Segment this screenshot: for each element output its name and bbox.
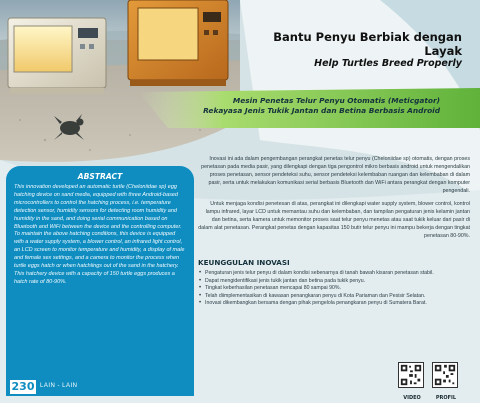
page-title: Bantu Penyu Berbiak dengan Layak [273, 30, 462, 58]
page-number-badge: 230 [11, 380, 35, 393]
advantages-title: KEUNGGULAN INOVASI [198, 258, 290, 267]
abstract-box [6, 166, 194, 396]
intro-section [198, 155, 470, 240]
list-item: • Inovasi dikembangkan bersama dengan pihak pengelola penangkaran penyu di Sumatera Barat. [198, 300, 470, 308]
hero-photo [0, 0, 240, 168]
list-item: • Telah diimplementasikan di kawasan penangkaran penyu di Kota Pariaman dan Pesisir Selatan. [198, 293, 470, 301]
subtitle-line-2: Rekayasa Jenis Tukik Jantan dan Betina Berbasis Android [203, 106, 440, 115]
list-item: • Pengaturan jenis telur penyu di dalam kondisi sebenarnya di tanah bawah kisaran penetasan stabil. [198, 270, 470, 278]
category-label: LAIN - LAIN [40, 383, 78, 389]
page-title-english: Help Turtles Breed Properly [314, 58, 462, 69]
qr-video[interactable] [398, 362, 426, 401]
qr-video-label: VIDEO [403, 395, 421, 401]
qr-profile[interactable] [432, 362, 460, 401]
list-item: • Dapat mengidentifikasi jenis tukik jantan dan betina pada tukik penyu. [198, 278, 470, 286]
list-item: • Tingkat keberhasilan penetasan mencapai 80 sampai 90%. [198, 285, 470, 293]
intro-paragraph-2: Untuk menjaga kondisi penetesan di atas, perangkat ini dilengkapi water supply system, blower control, kontrol lampu infrared, layar LCD untuk memantau suhu dan kelembaban, dan tampilan pengaturan jenis kelamin jantan dan betina, serta kamera untuk memonitor proses saat telur penyu menetas atau saat tukik keluar dari pasir di dalam alat penetasan. Perangkat penetas dengan kapasitas 150 butir telur penyu ini mampu bekerja dengan tingkat penetasan 80-90%. [198, 201, 470, 239]
subtitle [150, 96, 440, 116]
subtitle-line-1: Mesin Penetas Telur Penyu Otomatis (Meticgator) [232, 96, 440, 105]
advantages-section [198, 258, 470, 308]
qr-code-icon [432, 362, 458, 388]
qr-profile-label: PROFIL [435, 395, 457, 401]
qr-code-icon [398, 362, 424, 388]
abstract-text: This innovation developed an automatic turtle (Cheloniidae sp) egg hatching device on sand media, equipped with three Android-based microcontrollers to control the hatching process, i.e. temperature detection sensor, humidity sensors for detecting room humidity and humidity in the sand, and doing serial communication based on Bluetooth and WiFi between the device and the controlling computer. To maintain the above hatching conditions, this device is equipped with a water supply system, a blower control, an infrared light control, an LCD screen to monitor temperature and humidity, a display of male and female sex settings, and a camera to monitor the process when turtle eggs hatch or when hatchlings out of the sand in the hatchery. This hatchery device with a capacity of 150 turtle eggs produces a hatch rate of 80-90%. [14, 184, 185, 285]
intro-paragraph-1: Inovasi ini ada dalam pengembangan perangkat penetas telur penyu (Cheloniidae sp) otomatis, dengan proses penetasan pada media pasir, yang dilengkapi dengan tiga pengontrol mikro berbasis android untuk mengendalikan proses penetasan, sensor pendeteksi suhu, sensor pendeteksi kelembaban ruangan dan kelembaban di dalam pasir, serta untuk melakukan komunikasi serial berbasis Bluetooth dan WiFi antara perangkat dengan komputer pengendali. [201, 156, 470, 194]
advantages-list [198, 270, 470, 308]
title-block [240, 30, 462, 70]
abstract-title: ABSTRACT [77, 172, 123, 181]
